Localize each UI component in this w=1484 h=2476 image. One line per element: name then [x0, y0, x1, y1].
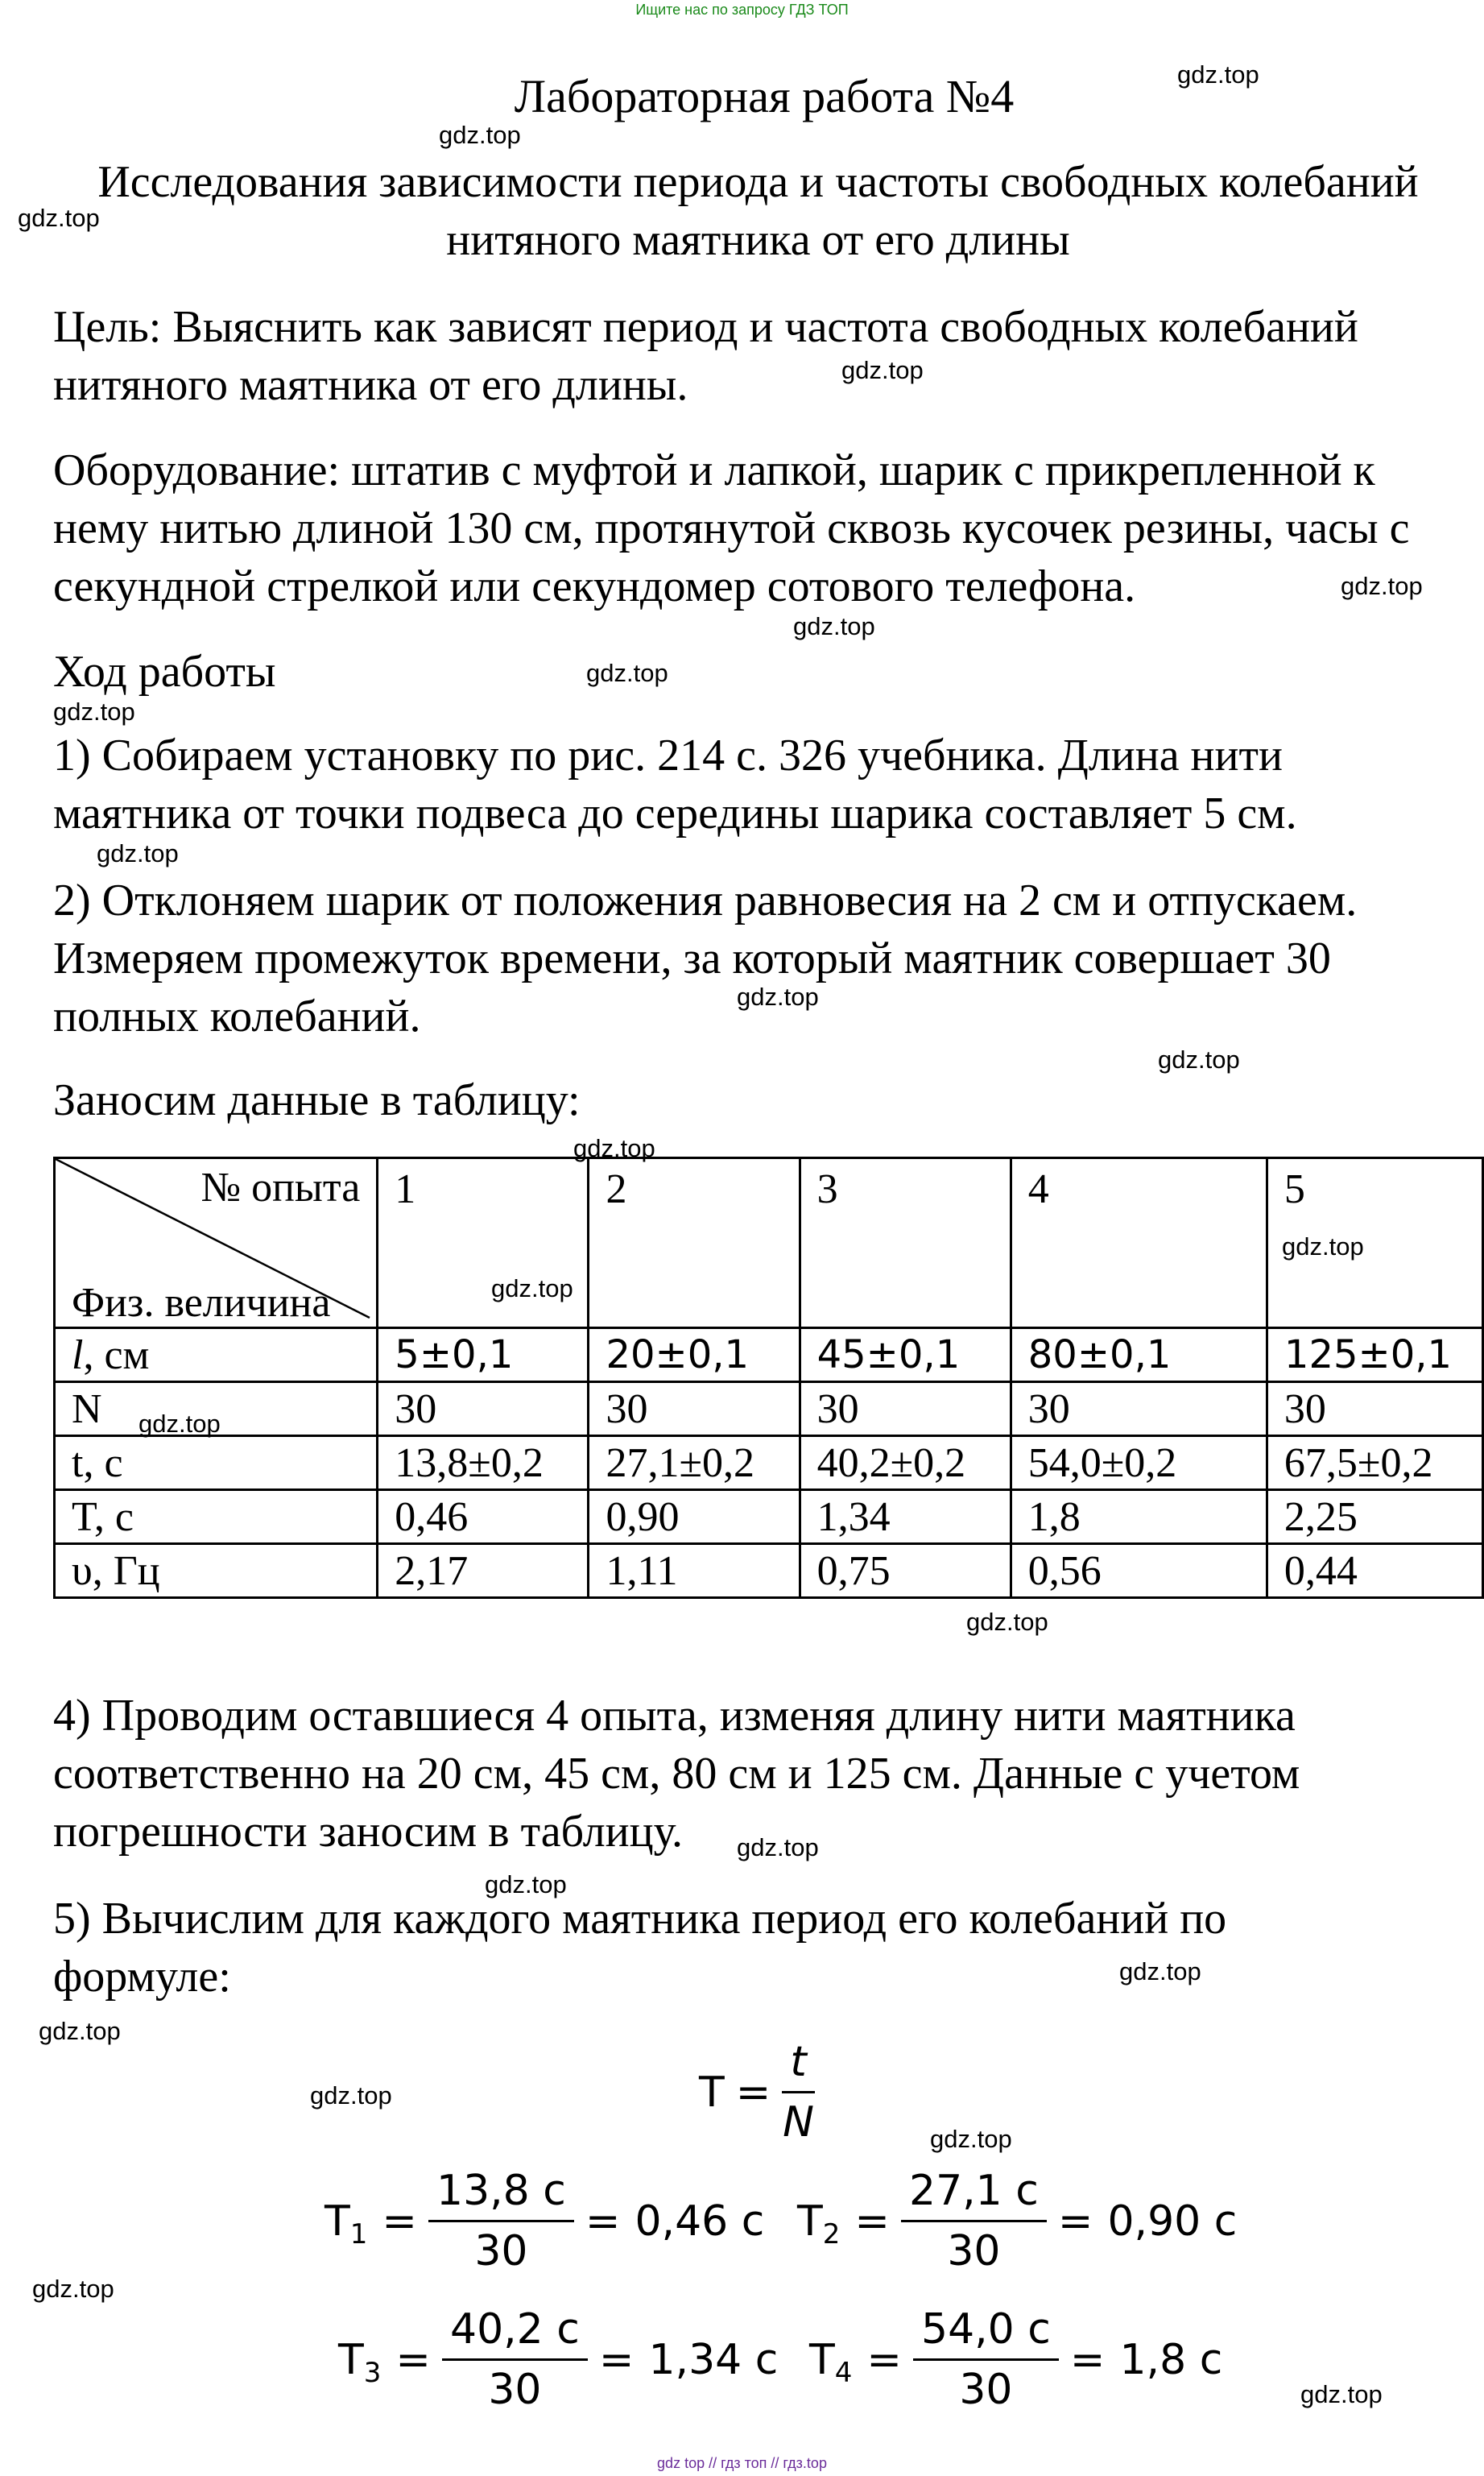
watermark-text: gdz.top: [32, 2275, 114, 2303]
watermark-text: gdz.top: [97, 839, 179, 867]
watermark-text: gdz.top: [1119, 1957, 1201, 1985]
formula-result: 0,90 с: [1107, 2197, 1238, 2246]
watermark-text: gdz.top: [737, 1833, 819, 1861]
table-cell: 40,2±0,2: [800, 1436, 1011, 1490]
table-intro: Заносим данные в таблицу:: [53, 1075, 581, 1125]
page-title: Лабораторная работа №4: [514, 70, 1015, 122]
table-row: [55, 1490, 1483, 1544]
table-cell: 2,25: [1267, 1490, 1482, 1544]
step5-line-2: формуле:: [53, 1952, 231, 2002]
formula-subscript: 4: [834, 2356, 853, 2389]
formula-lhs: T: [324, 2197, 350, 2246]
formula-numerator: 40,2 с: [442, 2305, 588, 2361]
table-cell: 0,90: [589, 1490, 800, 1544]
formula-t3: [338, 2305, 778, 2414]
watermark-text: gdz.top: [18, 204, 100, 232]
formula-denominator: 30: [474, 2227, 528, 2275]
table-col-header: 2: [589, 1158, 800, 1328]
watermark-text: gdz.top: [491, 1274, 573, 1302]
watermark-text: gdz.top: [1177, 60, 1259, 89]
formula-numerator: 13,8 с: [428, 2167, 574, 2222]
table-cell: 20±0,1: [589, 1328, 800, 1382]
step5-line-1: 5) Вычислим для каждого маятника период его колебаний по: [53, 1894, 1227, 1944]
formula-eq: =: [598, 2335, 635, 2384]
formula-numerator: t: [782, 2038, 814, 2093]
formula-fraction: [442, 2305, 588, 2414]
watermark-text: gdz.top: [439, 121, 521, 149]
goal-line-1: Цель: Выяснить как зависят период и частота свободных колебаний: [53, 302, 1358, 352]
watermark-text: gdz.top: [138, 1410, 221, 1438]
formula-denominator: 30: [947, 2227, 1001, 2275]
corner-label-quantity: Физ. величина: [72, 1280, 331, 1326]
table-cell: 30: [589, 1382, 800, 1436]
step2-line-3: полных колебаний.: [53, 992, 421, 1041]
table-cell: 0,46: [378, 1490, 589, 1544]
table-row: [55, 1328, 1483, 1382]
table-cell: 2,17: [378, 1544, 589, 1598]
table-cell: 1,8: [1011, 1490, 1267, 1544]
table-cell: 30: [800, 1382, 1011, 1436]
table-cell: 13,8±0,2: [378, 1436, 589, 1490]
table-cell: 0,75: [800, 1544, 1011, 1598]
formula-fraction: [913, 2305, 1059, 2414]
row-label-time: t, с: [55, 1436, 378, 1490]
row-label-unit: , см: [83, 1331, 150, 1378]
table-cell: 30: [1011, 1382, 1267, 1436]
row-label-symbol: l: [72, 1331, 84, 1378]
formula-subscript: 1: [349, 2217, 368, 2250]
step4-line-1: 4) Проводим оставшиеся 4 опыта, изменяя длину нити маятника: [53, 1691, 1296, 1741]
formula-eq: =: [1069, 2335, 1106, 2384]
table-col-header: 3: [800, 1158, 1011, 1328]
table-col-header: 5: [1267, 1158, 1482, 1328]
table-corner-cell: [55, 1158, 378, 1328]
formula-t4: [809, 2305, 1222, 2414]
watermark-text: gdz.top: [1341, 572, 1423, 600]
step4-line-2: соответственно на 20 см, 45 см, 80 см и 125 см. Данные с учетом: [53, 1749, 1300, 1799]
watermark-text: gdz.top: [39, 2017, 121, 2045]
table-header-row: [55, 1158, 1483, 1328]
table-cell: 45±0,1: [800, 1328, 1011, 1382]
formula-result: 1,8 с: [1119, 2335, 1223, 2384]
row-label-count: N: [55, 1382, 378, 1436]
table-cell: 30: [378, 1382, 589, 1436]
table-cell: 80±0,1: [1011, 1328, 1267, 1382]
row-label-period: T, с: [55, 1490, 378, 1544]
step2-line-2: Измеряем промежуток времени, за который маятник совершает 30: [53, 934, 1331, 983]
formula-eq: =: [395, 2335, 431, 2384]
formula-t2: [797, 2167, 1237, 2275]
formula-t1: [324, 2167, 764, 2275]
table-cell: 0,44: [1267, 1544, 1482, 1598]
step2-line-1: 2) Отклоняем шарик от положения равновесия на 2 см и отпускаем.: [53, 876, 1358, 925]
watermark-text: gdz.top: [1158, 1045, 1240, 1074]
table-cell: 0,56: [1011, 1544, 1267, 1598]
formula-subscript: 2: [822, 2217, 841, 2250]
table-cell: 54,0±0,2: [1011, 1436, 1267, 1490]
watermark-text: gdz.top: [573, 1134, 655, 1162]
formula-eq: =: [854, 2197, 890, 2246]
watermark-text: gdz.top: [485, 1870, 567, 1898]
watermark-text: gdz.top: [53, 698, 135, 726]
subtitle-line-1: Исследования зависимости периода и частоты свободных колебаний: [97, 157, 1419, 207]
watermark-text: gdz.top: [310, 2081, 392, 2110]
formula-lhs: T: [338, 2335, 364, 2384]
corner-label-experiment: № опыта: [200, 1165, 361, 1211]
table-cell: 30: [1267, 1382, 1482, 1436]
header-banner[interactable]: Ищите нас по запросу ГДЗ ТОП: [635, 2, 849, 18]
watermark-text: gdz.top: [930, 2125, 1012, 2153]
formula-general: [699, 2038, 826, 2147]
row-label-frequency: υ, Гц: [55, 1544, 378, 1598]
watermark-text: gdz.top: [737, 983, 819, 1011]
formula-fraction: [901, 2167, 1047, 2275]
table-cell: 1,34: [800, 1490, 1011, 1544]
table-cell: 5±0,1: [378, 1328, 589, 1382]
step4-line-3: погрешности заносим в таблицу.: [53, 1807, 684, 1857]
formula-lhs: T: [809, 2335, 835, 2384]
formula-denominator: 30: [959, 2366, 1013, 2414]
formula-denominator: 30: [488, 2366, 542, 2414]
watermark-text: gdz.top: [586, 659, 668, 687]
table-cell: 67,5±0,2: [1267, 1436, 1482, 1490]
table-cell: 125±0,1: [1267, 1328, 1482, 1382]
formula-numerator: 27,1 с: [901, 2167, 1047, 2222]
watermark-text: gdz.top: [793, 612, 875, 640]
watermark-text: gdz.top: [1300, 2380, 1383, 2408]
footer-banner[interactable]: gdz top // гдз топ // гдз.top: [657, 2455, 827, 2471]
table-cell: 27,1±0,2: [589, 1436, 800, 1490]
table-col-header: 1: [378, 1158, 589, 1328]
equipment-line-3: секундной стрелкой или секундомер сотового телефона.: [53, 561, 1136, 611]
data-table: [53, 1157, 1484, 1599]
watermark-text: gdz.top: [841, 356, 924, 384]
formula-eq: =: [585, 2197, 621, 2246]
formula-numerator: 54,0 с: [913, 2305, 1059, 2361]
watermark-text: gdz.top: [966, 1608, 1048, 1636]
formula-eq: =: [382, 2197, 417, 2246]
table-row: [55, 1544, 1483, 1598]
step1-line-2: маятника от точки подвеса до середины шарика составляет 5 см.: [53, 789, 1297, 838]
equipment-line-1: Оборудование: штатив с муфтой и лапкой, шарик с прикрепленной к: [53, 445, 1375, 495]
formula-fraction: [782, 2038, 814, 2147]
formula-eq: =: [866, 2335, 902, 2384]
row-label-length: [55, 1328, 378, 1382]
table-col-header: 4: [1011, 1158, 1267, 1328]
table-row: [55, 1436, 1483, 1490]
goal-line-2: нитяного маятника от его длины.: [53, 360, 688, 410]
table-cell: 1,11: [589, 1544, 800, 1598]
formula-lhs: T: [797, 2197, 823, 2246]
formula-fraction: [428, 2167, 574, 2275]
step1-line-1: 1) Собираем установку по рис. 214 с. 326 учебника. Длина нити: [53, 731, 1283, 780]
formula-eq: =: [735, 2068, 771, 2117]
formula-denominator: N: [783, 2098, 814, 2147]
table-row: [55, 1382, 1483, 1436]
formula-result: 1,34 с: [648, 2335, 779, 2384]
formula-result: 0,46 с: [635, 2197, 765, 2246]
progress-heading: Ход работы: [53, 647, 276, 697]
subtitle-line-2: нитяного маятника от его длины: [446, 215, 1070, 265]
formula-lhs: T: [699, 2068, 725, 2117]
watermark-text: gdz.top: [1282, 1232, 1364, 1261]
formula-subscript: 3: [363, 2356, 382, 2389]
equipment-line-2: нему нитью длиной 130 см, протянутой сквозь кусочек резины, часы с: [53, 503, 1410, 553]
formula-eq: =: [1057, 2197, 1093, 2246]
